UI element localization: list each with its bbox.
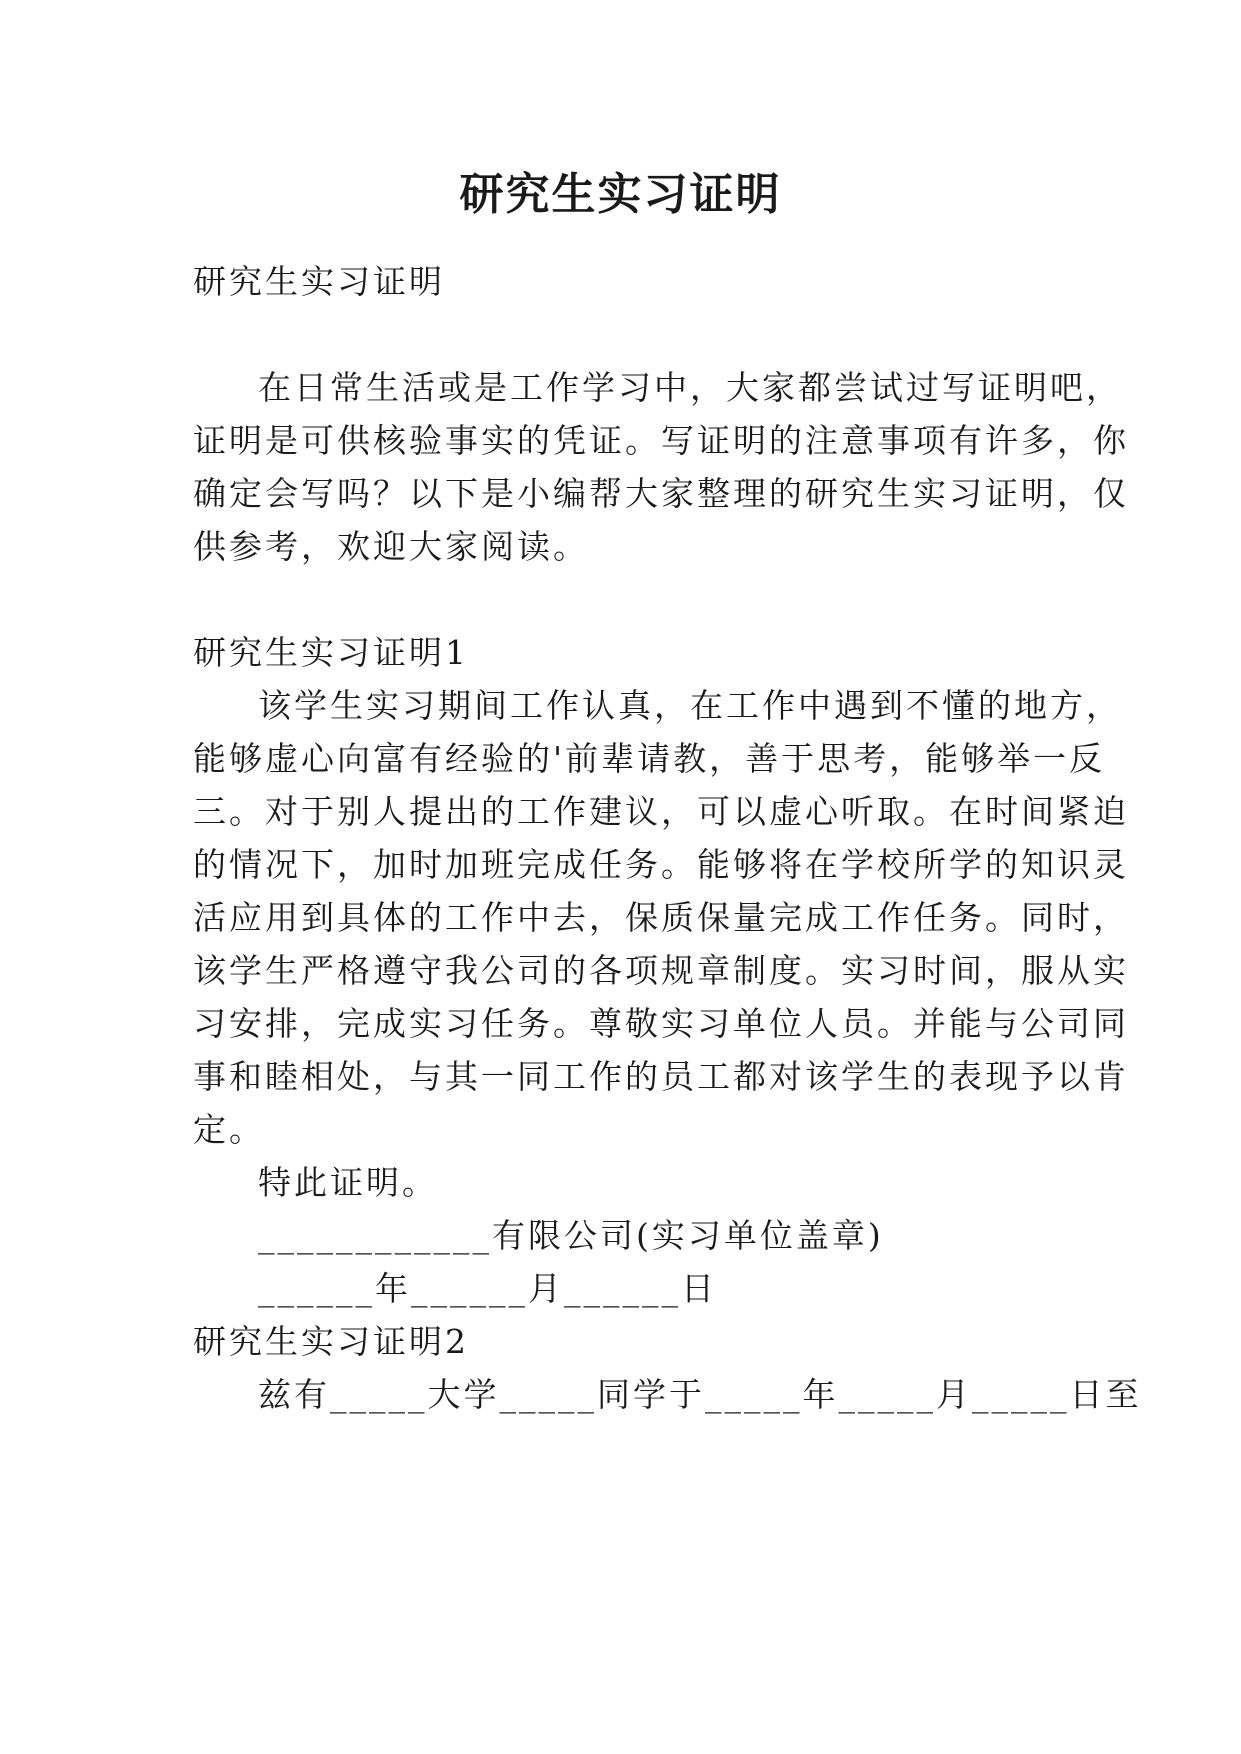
intro-line-2: 证明是可供核验事实的凭证。写证明的注意事项有许多，你 [193, 421, 1129, 460]
body-line-4: 的情况下，加时加班完成任务。能够将在学校所学的知识灵 [193, 845, 1129, 884]
section2-line-1: 兹有_____大学_____同学于_____年_____月_____日至 [258, 1375, 1142, 1414]
body-line-5: 活应用到具体的工作中去，保质保量完成工作任务。同时， [193, 898, 1129, 937]
body-line-6: 该学生严格遵守我公司的各项规章制度。实习时间，服从实 [193, 951, 1129, 990]
intro-line-1: 在日常生活或是工作学习中，大家都尝试过写证明吧， [258, 368, 1122, 407]
date-line: ______年______月______日 [258, 1269, 717, 1308]
body-line-7: 习安排，完成实习任务。尊敬实习单位人员。并能与公司同 [193, 1004, 1129, 1043]
section-heading-2: 研究生实习证明2 [193, 1322, 469, 1361]
body-line-1: 该学生实习期间工作认真，在工作中遇到不懂的地方， [258, 686, 1122, 725]
company-stamp-line: ____________有限公司(实习单位盖章) [258, 1216, 884, 1255]
section-heading-1: 研究生实习证明1 [193, 633, 469, 672]
body-line-2: 能够虚心向富有经验的'前辈请教，善于思考，能够举一反 [193, 739, 1106, 778]
body-line-3: 三。对于别人提出的工作建议，可以虚心听取。在时间紧迫 [193, 792, 1129, 831]
certify-line: 特此证明。 [258, 1163, 438, 1202]
subtitle-line: 研究生实习证明 [193, 262, 445, 301]
body-line-9: 定。 [193, 1110, 265, 1149]
document-title: 研究生实习证明 [459, 169, 782, 220]
intro-line-3: 确定会写吗？以下是小编帮大家整理的研究生实习证明，仅 [193, 474, 1129, 513]
intro-line-4: 供参考，欢迎大家阅读。 [193, 527, 589, 566]
body-line-8: 事和睦相处，与其一同工作的员工都对该学生的表现予以肯 [193, 1057, 1129, 1096]
